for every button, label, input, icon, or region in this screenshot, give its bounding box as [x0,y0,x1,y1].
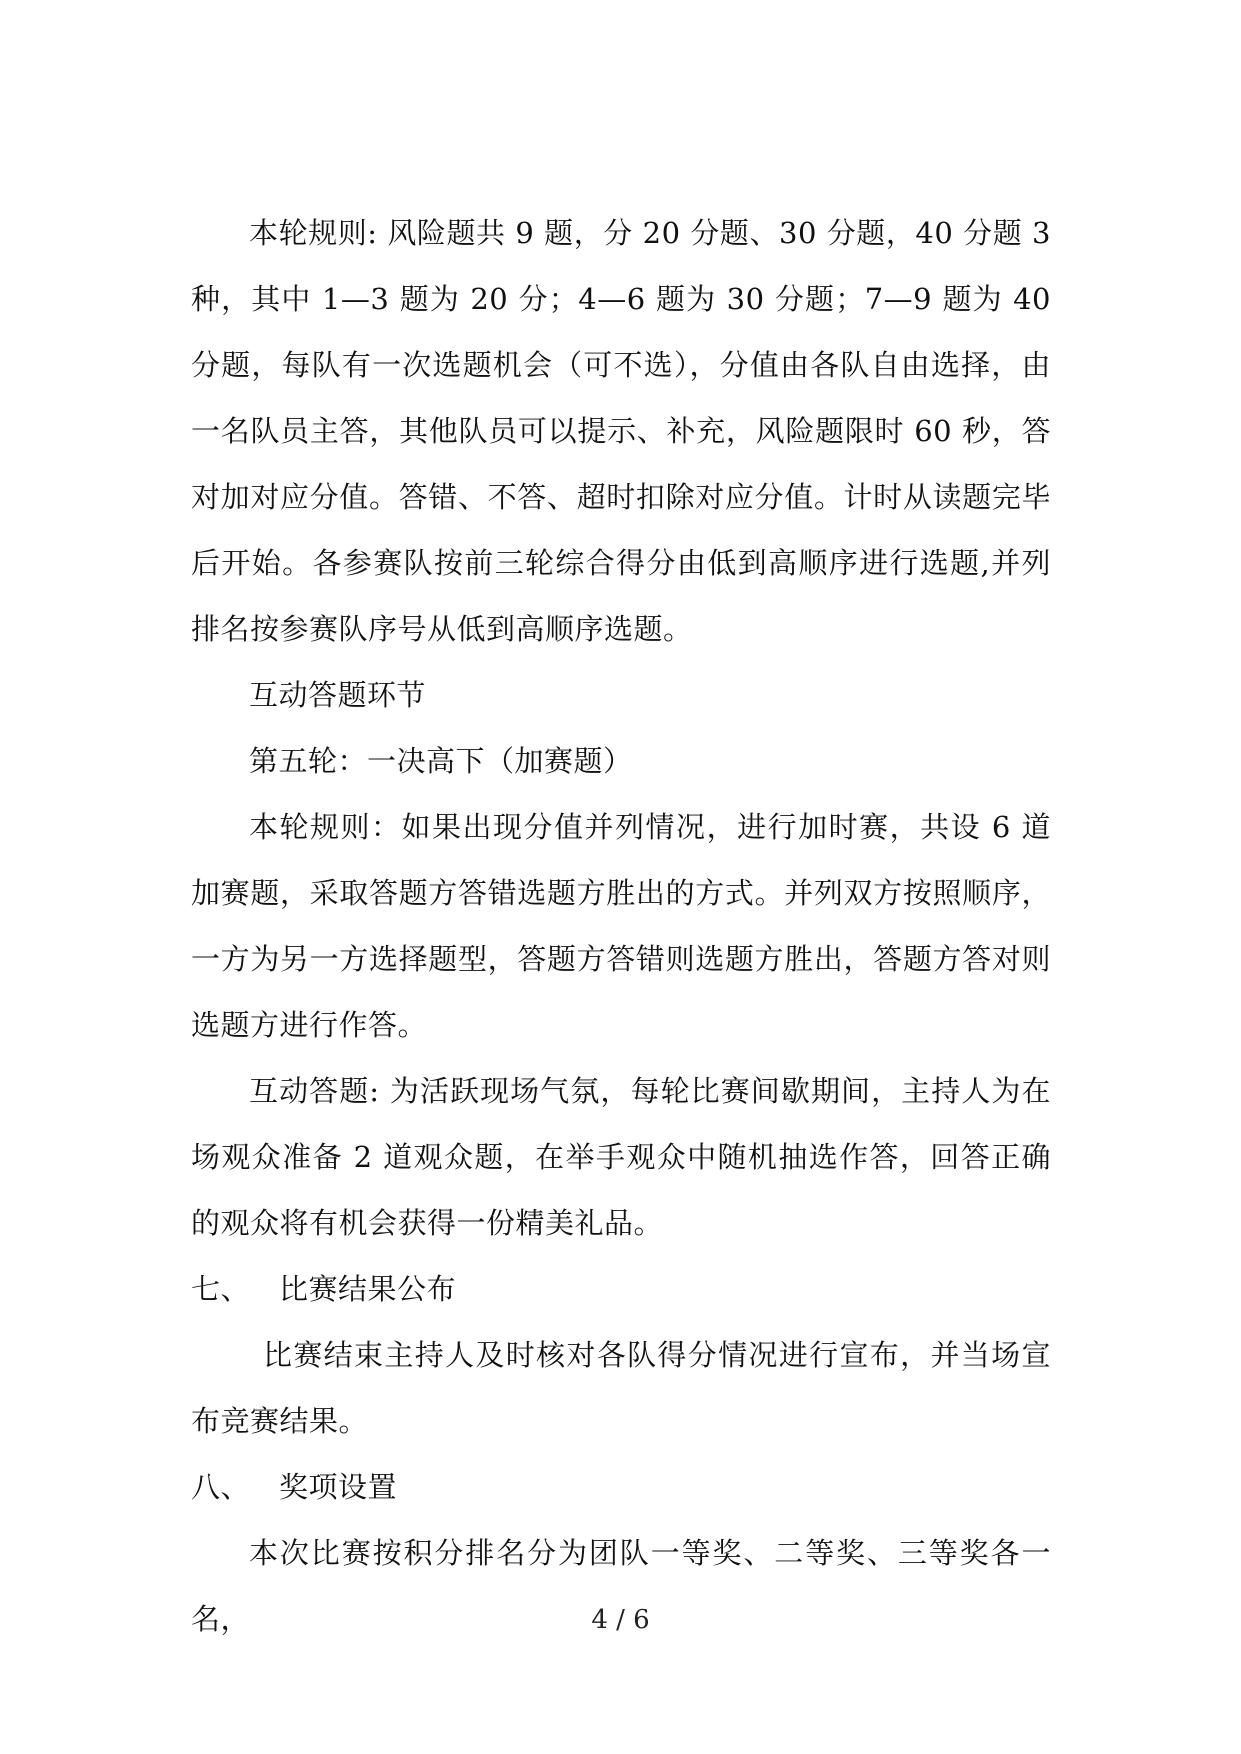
round4-rules-paragraph: 本轮规则: 风险题共 9 题，分 20 分题、30 分题，40 分题 3 种，其中 1—3 题为 20 分；4—6 题为 30 分题；7—9 题为 40 分题，每队有一次选题机会（可不选），分值由各队自由选择，由一名队员主答，其他队员可以提示、补充，风险题限时 60 秒，答对加对应分值。答错、不答、超时扣除对应分值。计时从读题完毕后开始。各参赛队按前三轮综合得分由低到高顺序进行选题,并列排名按参赛队序号从低到高顺序选题。 [191,216,1051,646]
document-body [191,200,1051,1652]
results-paragraph: 比赛结束主持人及时核对各队得分情况进行宣布，并当场宣布竞赛结果。 [191,1338,1051,1438]
section-8-number: 八、 [191,1470,251,1504]
interactive-rules-paragraph: 互动答题: 为活跃现场气氛，每轮比赛间歇期间，主持人为在场观众准备 2 道观众题，在举手观众中随机抽选作答，回答正确的观众将有机会获得一份精美礼品。 [191,1074,1051,1240]
interactive-section-heading: 互动答题环节 [249,678,427,712]
section-8-heading [191,1454,1051,1520]
round5-title: 第五轮：一决高下（加赛题） [249,744,633,778]
section-7-heading [191,1256,1051,1322]
section-7-title: 比赛结果公布 [279,1272,457,1306]
section-7-number: 七、 [191,1272,251,1306]
section-8-title: 奖项设置 [279,1470,398,1504]
round5-rules-paragraph: 本轮规则：如果出现分值并列情况，进行加时赛，共设 6 道加赛题，采取答题方答错选题方胜出的方式。并列双方按照顺序，一方为另一方选择题型，答题方答错则选题方胜出，答题方答对则选题方进行作答。 [191,810,1051,1042]
page-number: 4 / 6 [591,1605,650,1635]
awards-paragraph: 本次比赛按积分排名分为团队一等奖、二等奖、三等奖各一名， [191,1536,1051,1636]
